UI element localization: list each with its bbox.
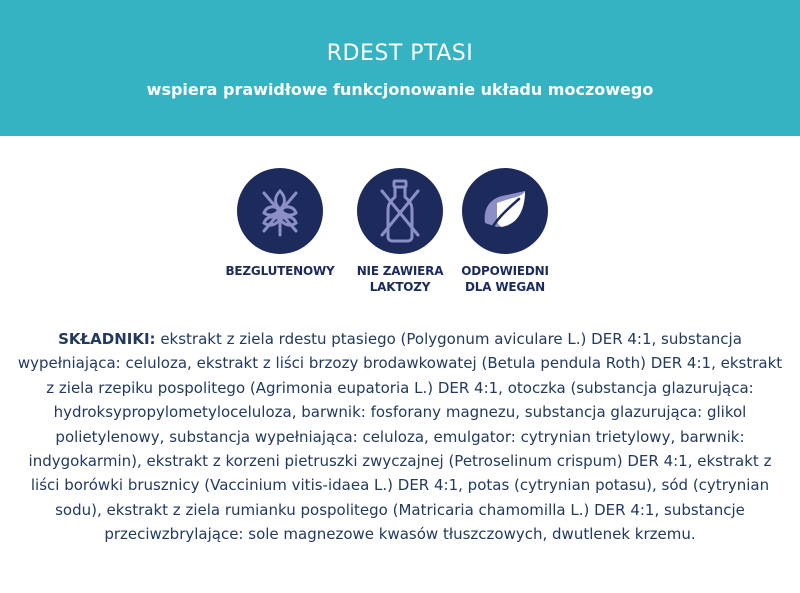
badge-vegan [450, 167, 560, 295]
header-banner [0, 0, 800, 136]
lactose-free-icon [356, 167, 444, 255]
product-title: RDEST PTASI [326, 41, 474, 66]
badge-lactose-free [345, 167, 455, 295]
badge-gluten-free [225, 167, 335, 279]
gluten-free-icon [236, 167, 324, 255]
ingredients-heading: SKŁADNIKI: [58, 330, 156, 348]
vegan-leaf-icon [461, 167, 549, 255]
product-subtitle: wspiera prawidłowe funkcjonowanie układu moczowego [146, 80, 654, 99]
badge-label: ODPOWIEDNI DLA WEGAN [461, 264, 549, 294]
ingredients-list: ekstrakt z ziela rdestu ptasiego (Polygonum aviculare L.) DER 4:1, substancja wypełniająca: celuloza, ekstrakt z liści brzozy brodawkowatej (Betula pendula Roth) DER 4:1, ekstrakt z ziela rzepiku pospolitego (Agrimonia eupatoria L.) DER 4:1, otoczka (substancja glazurująca: hydroksypropylometyloceluloza, barwnik: fosforany magnezu, substancja glazurująca: glikol polietylenowy, substancja wypełniająca: celuloza, emulgator: cytrynian trietylowy, barwnik: indygokarmin), ekstrakt z korzeni pietruszki zwyczajnej (Petroselinum crispum) DER 4:1, ekstrakt z liści borówki brusznicy (Vaccinium vitis-idaea L.) DER 4:1, potas (cytrynian potasu), sód (cytrynian sodu), ekstrakt z ziela rumianku pospolitego (Matricaria chamomilla L.) DER 4:1, substancje przeciwzbrylające: sole magnezowe kwasów tłuszczowych, dwutlenek krzemu. [17, 330, 783, 544]
badge-label: NIE ZAWIERA LAKTOZY [356, 264, 444, 294]
badge-label: BEZGLUTENOWY [225, 264, 335, 278]
feature-badges [0, 167, 800, 297]
ingredients-text [14, 327, 786, 547]
